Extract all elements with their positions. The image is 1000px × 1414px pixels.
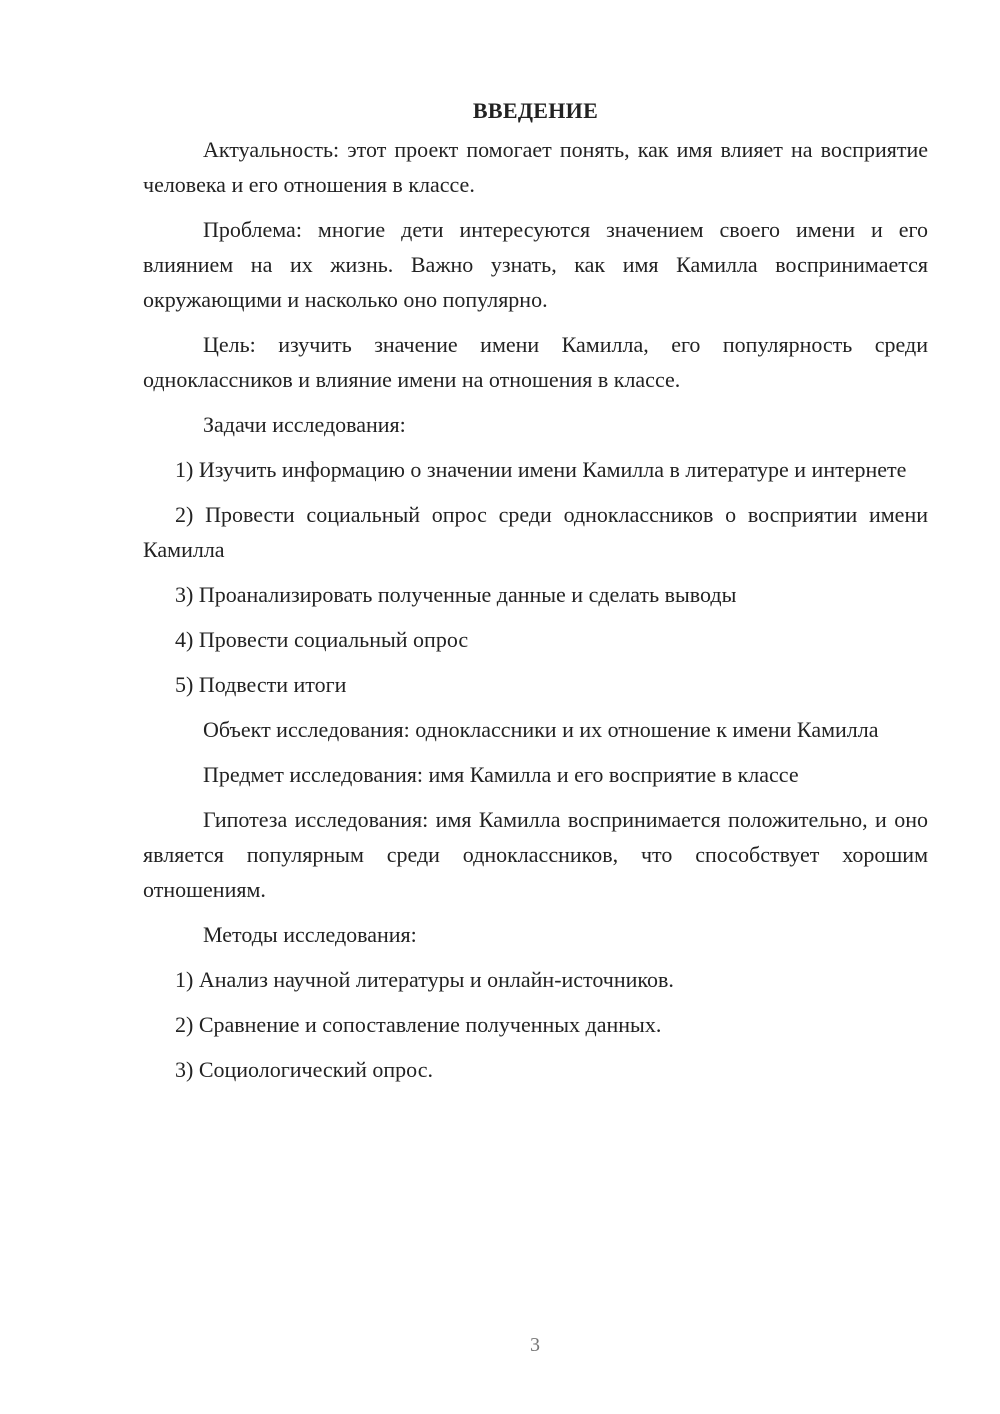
task-item-2: 2) Провести социальный опрос среди одноклассников о восприятии имени Камилла bbox=[143, 502, 928, 562]
hypothesis-paragraph: Гипотеза исследования: имя Камилла воспринимается положительно, и оно является популярным среди одноклассников, что способствует хорошим отношениям. bbox=[143, 807, 928, 902]
method-item-2: 2) Сравнение и сопоставление полученных данных. bbox=[175, 1012, 662, 1037]
object-paragraph: Объект исследования: одноклассники и их отношение к имени Камилла bbox=[203, 717, 879, 742]
problem-paragraph: Проблема: многие дети интересуются значением своего имени и его влиянием на их жизнь. Важно узнать, как имя Камилла воспринимается окружающими и насколько оно популярно. bbox=[143, 217, 928, 312]
section-heading: ВВЕДЕНИЕ bbox=[472, 98, 599, 123]
task-item-3: 3) Проанализировать полученные данные и сделать выводы bbox=[175, 582, 737, 607]
methods-title: Методы исследования: bbox=[203, 922, 417, 947]
page-content bbox=[143, 94, 928, 1097]
method-item-3: 3) Социологический опрос. bbox=[175, 1057, 433, 1082]
task-item-5: 5) Подвести итоги bbox=[175, 672, 347, 697]
subject-paragraph: Предмет исследования: имя Камилла и его восприятие в классе bbox=[203, 762, 799, 787]
goal-paragraph: Цель: изучить значение имени Камилла, его популярность среди одноклассников и влияние имени на отношения в классе. bbox=[143, 332, 928, 392]
relevance-paragraph: Актуальность: этот проект помогает понять, как имя влияет на восприятие человека и его отношения в классе. bbox=[143, 137, 928, 197]
method-item-1: 1) Анализ научной литературы и онлайн-источников. bbox=[175, 967, 674, 992]
page-number: 3 bbox=[530, 1334, 540, 1356]
task-item-4: 4) Провести социальный опрос bbox=[175, 627, 469, 652]
task-item-1: 1) Изучить информацию о значении имени Камилла в литературе и интернете bbox=[175, 457, 907, 482]
tasks-title: Задачи исследования: bbox=[203, 412, 406, 437]
